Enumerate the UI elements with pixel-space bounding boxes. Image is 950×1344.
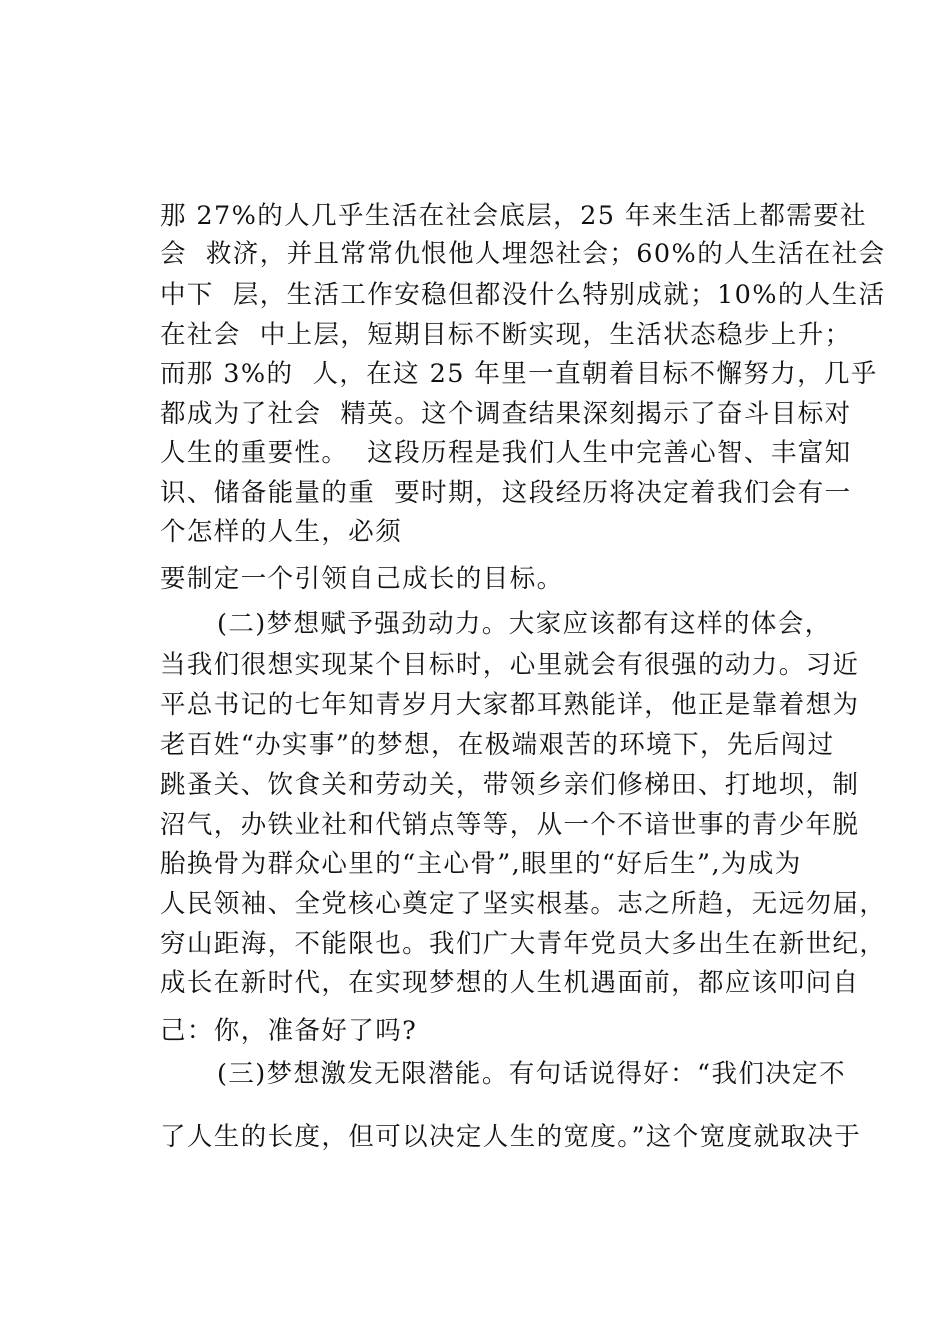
text-line: 了人生的长度，但可以决定人生的宽度。”这个宽度就取决于 <box>160 1122 862 1152</box>
text-line: 个怎样的人生，必须 <box>160 517 403 547</box>
text-line: 胎换骨为群众心里的“主心骨”,眼里的“好后生”,为成为 <box>160 849 802 879</box>
text-line: 人生的重要性。 这段历程是我们人生中完善心智、丰富知 <box>160 438 852 468</box>
text-line: 那 27%的人几乎生活在社会底层，25 年来生活上都需要社 <box>160 201 867 231</box>
text-line: 沼气，办铁业社和代销点等等，从一个不谙世事的青少年脱 <box>160 810 860 840</box>
text-line: 中下 层，生活工作安稳但都没什么特别成就；10%的人生活 <box>160 280 886 310</box>
text-line: 当我们很想实现某个目标时，心里就会有很强的动力。习近 <box>160 650 860 680</box>
text-line: 成长在新时代，在实现梦想的人生机遇面前，都应该叩问自 <box>160 968 860 998</box>
text-line: 跳蚤关、饮食关和劳动关，带领乡亲们修梯田、打地坝，制 <box>160 770 860 800</box>
text-line: (二)梦想赋予强劲动力。大家应该都有这样的体会， <box>160 609 832 639</box>
text-line: 会 救济，并且常常仇恨他人埋怨社会；60%的人生活在社会 <box>160 239 886 269</box>
text-line: 都成为了社会 精英。这个调查结果深刻揭示了奋斗目标对 <box>160 399 852 429</box>
text-line: 在社会 中上层，短期目标不断实现，生活状态稳步上升； <box>160 320 852 350</box>
text-line: 平总书记的七年知青岁月大家都耳熟能详，他正是靠着想为 <box>160 690 860 720</box>
text-line: 识、储备能量的重 要时期，这段经历将决定着我们会有一 <box>160 478 852 508</box>
text-line: 老百姓“办实事”的梦想，在极端艰苦的环境下，先后闯过 <box>160 730 835 760</box>
text-line: 要制定一个引领自己成长的目标。 <box>160 564 564 594</box>
text-line: 穷山距海，不能限也。我们广大青年党员大多出生在新世纪， <box>160 929 887 959</box>
text-line: 而那 3%的 人，在这 25 年里一直朝着目标不懈努力，几乎 <box>160 359 878 389</box>
text-line: 己：你，准备好了吗? <box>160 1016 418 1046</box>
text-line: (三)梦想激发无限潜能。有句话说得好：“我们决定不 <box>160 1059 846 1089</box>
text-line: 人民领袖、全党核心奠定了坚实根基。志之所趋，无远勿届， <box>160 889 887 919</box>
